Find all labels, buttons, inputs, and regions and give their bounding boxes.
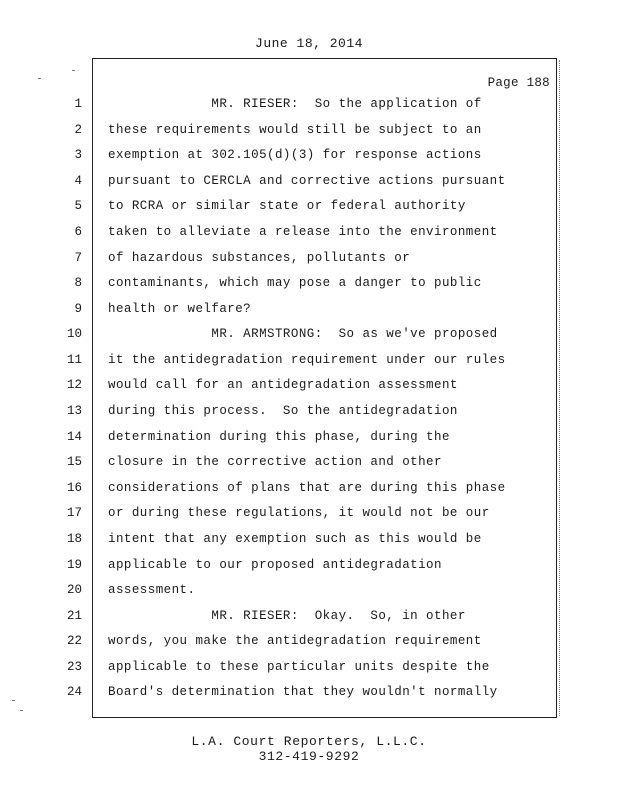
transcript-line: exemption at 302.105(d)(3) for response actions bbox=[108, 148, 482, 162]
line-number: 23 bbox=[66, 660, 82, 674]
transcript-line: taken to alleviate a release into the environment bbox=[108, 225, 498, 239]
transcript-line: intent that any exemption such as this would be bbox=[108, 532, 482, 546]
line-number: 10 bbox=[66, 327, 82, 341]
line-number: 17 bbox=[66, 506, 82, 520]
transcript-line: to RCRA or similar state or federal authority bbox=[108, 199, 466, 213]
line-number: 22 bbox=[66, 634, 82, 648]
line-number: 7 bbox=[74, 251, 82, 265]
line-number: 19 bbox=[66, 558, 82, 572]
transcript-line: Board's determination that they wouldn't normally bbox=[108, 685, 498, 699]
transcript-date: June 18, 2014 bbox=[255, 36, 363, 51]
line-number: 6 bbox=[74, 225, 82, 239]
page-edge-divider bbox=[557, 60, 560, 716]
transcript-line: would call for an antidegradation assessment bbox=[108, 378, 458, 392]
line-number: 12 bbox=[66, 378, 82, 392]
line-number: 8 bbox=[74, 276, 82, 290]
transcript-line: pursuant to CERCLA and corrective actions pursuant bbox=[108, 174, 506, 188]
line-number: 14 bbox=[66, 430, 82, 444]
page-number: Page 188 bbox=[487, 76, 550, 90]
scan-speck bbox=[38, 78, 41, 79]
transcript-line: these requirements would still be subject to an bbox=[108, 123, 482, 137]
scan-speck bbox=[20, 710, 23, 711]
line-number: 9 bbox=[74, 302, 82, 316]
transcript-line: of hazardous substances, pollutants or bbox=[108, 251, 411, 265]
court-reporter-name: L.A. Court Reporters, L.L.C. bbox=[191, 734, 427, 749]
transcript-line: determination during this phase, during the bbox=[108, 430, 450, 444]
line-number: 2 bbox=[74, 123, 82, 137]
transcript-line: MR. RIESER: So the application of bbox=[108, 97, 482, 111]
transcript-line: MR. RIESER: Okay. So, in other bbox=[108, 609, 466, 623]
scan-speck bbox=[12, 700, 15, 701]
line-number: 5 bbox=[74, 199, 82, 213]
transcript-line: MR. ARMSTRONG: So as we've proposed bbox=[108, 327, 498, 341]
scan-speck bbox=[72, 70, 75, 71]
line-number: 18 bbox=[66, 532, 82, 546]
transcript-line: or during these regulations, it would not be our bbox=[108, 506, 490, 520]
court-reporter-phone: 312-419-9292 bbox=[258, 749, 360, 764]
transcript-line: contaminants, which may pose a danger to public bbox=[108, 276, 482, 290]
line-number: 24 bbox=[66, 685, 82, 699]
line-number: 13 bbox=[66, 404, 82, 418]
line-number: 20 bbox=[66, 583, 82, 597]
line-number: 3 bbox=[74, 148, 82, 162]
transcript-line: applicable to these particular units despite the bbox=[108, 660, 490, 674]
transcript-line: it the antidegradation requirement under our rules bbox=[108, 353, 506, 367]
transcript-line: considerations of plans that are during this phase bbox=[108, 481, 506, 495]
transcript-line: words, you make the antidegradation requirement bbox=[108, 634, 482, 648]
transcript-line: health or welfare? bbox=[108, 302, 252, 316]
line-number: 1 bbox=[74, 97, 82, 111]
transcript-line: assessment. bbox=[108, 583, 196, 597]
line-number: 15 bbox=[66, 455, 82, 469]
line-number: 11 bbox=[66, 353, 82, 367]
line-number: 4 bbox=[74, 174, 82, 188]
transcript-line: closure in the corrective action and other bbox=[108, 455, 442, 469]
line-number: 21 bbox=[66, 609, 82, 623]
transcript-line: during this process. So the antidegradation bbox=[108, 404, 458, 418]
transcript-line: applicable to our proposed antidegradation bbox=[108, 558, 442, 572]
line-number: 16 bbox=[66, 481, 82, 495]
